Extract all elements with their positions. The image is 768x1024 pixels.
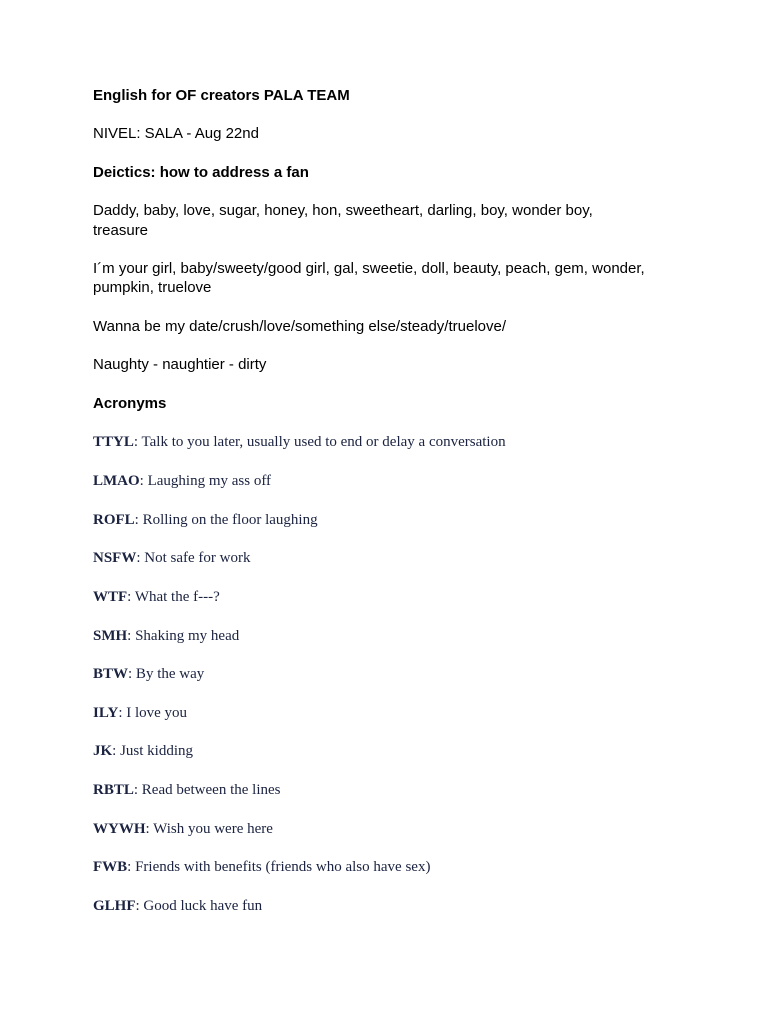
acronym-term: WTF xyxy=(93,589,128,605)
acronym-item xyxy=(93,819,683,839)
acronym-item xyxy=(93,780,683,800)
acronym-definition: : Shaking my head xyxy=(127,628,240,644)
acronym-item xyxy=(93,432,683,452)
acronym-term: SMH xyxy=(93,628,128,644)
deictics-heading: Deictics: how to address a fan xyxy=(93,164,309,181)
acronym-term: ILY xyxy=(93,705,119,721)
deictics-line-1a: Daddy, baby, love, sugar, honey, hon, sweetheart, darling, boy, wonder boy, xyxy=(93,202,593,219)
acronym-term: LMAO xyxy=(93,473,140,489)
deictics-line-4: Naughty - naughtier - dirty xyxy=(93,356,267,373)
acronym-term: BTW xyxy=(93,666,129,682)
acronym-term: JK xyxy=(93,743,113,759)
acronym-definition: : What the f---? xyxy=(127,589,220,605)
acronym-term: TTYL xyxy=(93,434,134,450)
acronym-definition: : Just kidding xyxy=(112,743,194,759)
acronym-definition: : Friends with benefits (friends who also have sex) xyxy=(127,859,431,875)
acronym-item xyxy=(93,510,683,530)
acronym-term: RBTL xyxy=(93,782,134,798)
acronym-item xyxy=(93,896,683,916)
acronym-definition: : Read between the lines xyxy=(133,782,281,798)
level-line: NIVEL: SALA - Aug 22nd xyxy=(93,125,259,142)
acronym-term: FWB xyxy=(93,859,128,875)
acronym-item xyxy=(93,626,683,646)
acronym-term: NSFW xyxy=(93,550,137,566)
acronym-item xyxy=(93,741,683,761)
acronym-term: GLHF xyxy=(93,898,136,914)
acronym-item xyxy=(93,587,683,607)
acronym-term: WYWH xyxy=(93,821,146,837)
acronym-item xyxy=(93,703,683,723)
acronym-term: ROFL xyxy=(93,512,135,528)
acronyms-heading: Acronyms xyxy=(93,395,167,412)
acronym-item xyxy=(93,664,683,684)
deictics-line-1b: treasure xyxy=(93,222,149,239)
deictics-line-2b: pumpkin, truelove xyxy=(93,279,212,296)
acronym-definition: : Laughing my ass off xyxy=(139,473,272,489)
acronym-definition: : Talk to you later, usually used to end or delay a conversation xyxy=(133,434,506,450)
deictics-line-2a: I´m your girl, baby/sweety/good girl, gal, sweetie, doll, beauty, peach, gem, wonder, xyxy=(93,260,645,277)
acronym-item xyxy=(93,857,683,877)
acronym-definition: : By the way xyxy=(128,666,205,682)
acronym-definition: : Rolling on the floor laughing xyxy=(134,512,318,528)
acronym-definition: : Wish you were here xyxy=(145,821,273,837)
acronym-definition: : Good luck have fun xyxy=(135,898,263,914)
acronym-item xyxy=(93,548,683,568)
deictics-line-3: Wanna be my date/crush/love/something else/steady/truelove/ xyxy=(93,318,506,335)
document-title: English for OF creators PALA TEAM xyxy=(93,87,350,104)
acronym-definition: : I love you xyxy=(118,705,188,721)
acronym-definition: : Not safe for work xyxy=(136,550,251,566)
acronym-item xyxy=(93,471,683,491)
